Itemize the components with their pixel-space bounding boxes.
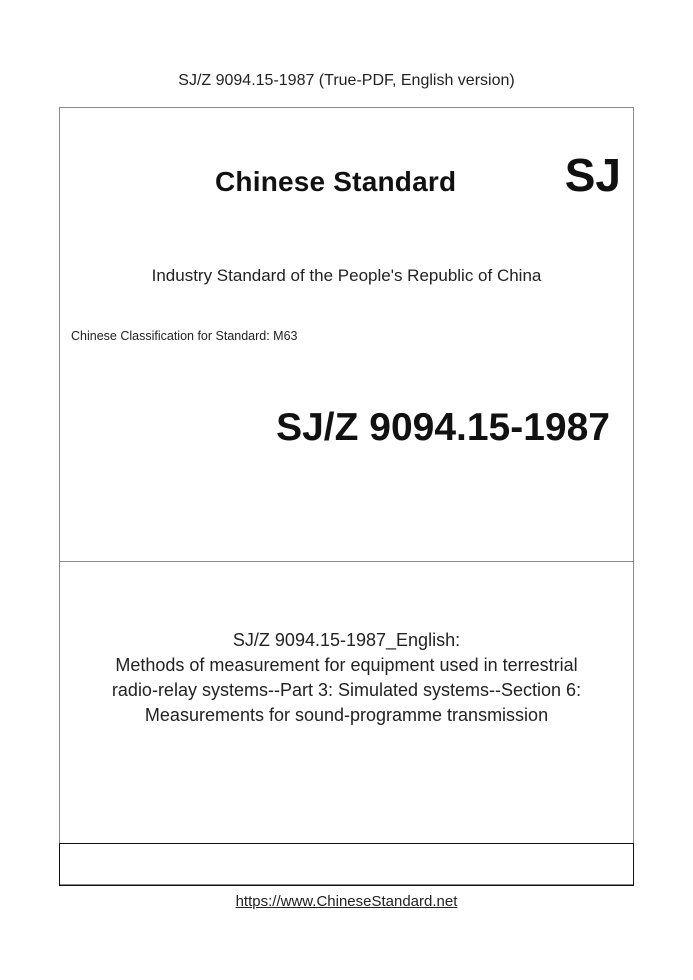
standard-number: SJ/Z 9094.15-1987 [276, 406, 610, 449]
description-line: SJ/Z 9094.15-1987_English: [232, 630, 461, 650]
bottom-empty-box [59, 843, 634, 886]
website-link[interactable]: https://www.ChineseStandard.net [235, 893, 458, 910]
classification-line: Chinese Classification for Standard: M63 [71, 329, 298, 343]
cover-frame [59, 107, 634, 885]
section-divider [60, 561, 633, 562]
description-line: Methods of measurement for equipment used in terrestrial [115, 655, 578, 675]
page-header: SJ/Z 9094.15-1987 (True-PDF, English version) [178, 72, 515, 89]
description-line: radio-relay systems--Part 3: Simulated systems--Section 6: [111, 680, 582, 700]
description-line: Measurements for sound-programme transmission [144, 705, 549, 725]
description-block [60, 628, 633, 728]
cover-title: Chinese Standard [215, 166, 457, 197]
cover-code: SJ [564, 149, 621, 201]
industry-line: Industry Standard of the People's Republic of China [151, 266, 542, 285]
